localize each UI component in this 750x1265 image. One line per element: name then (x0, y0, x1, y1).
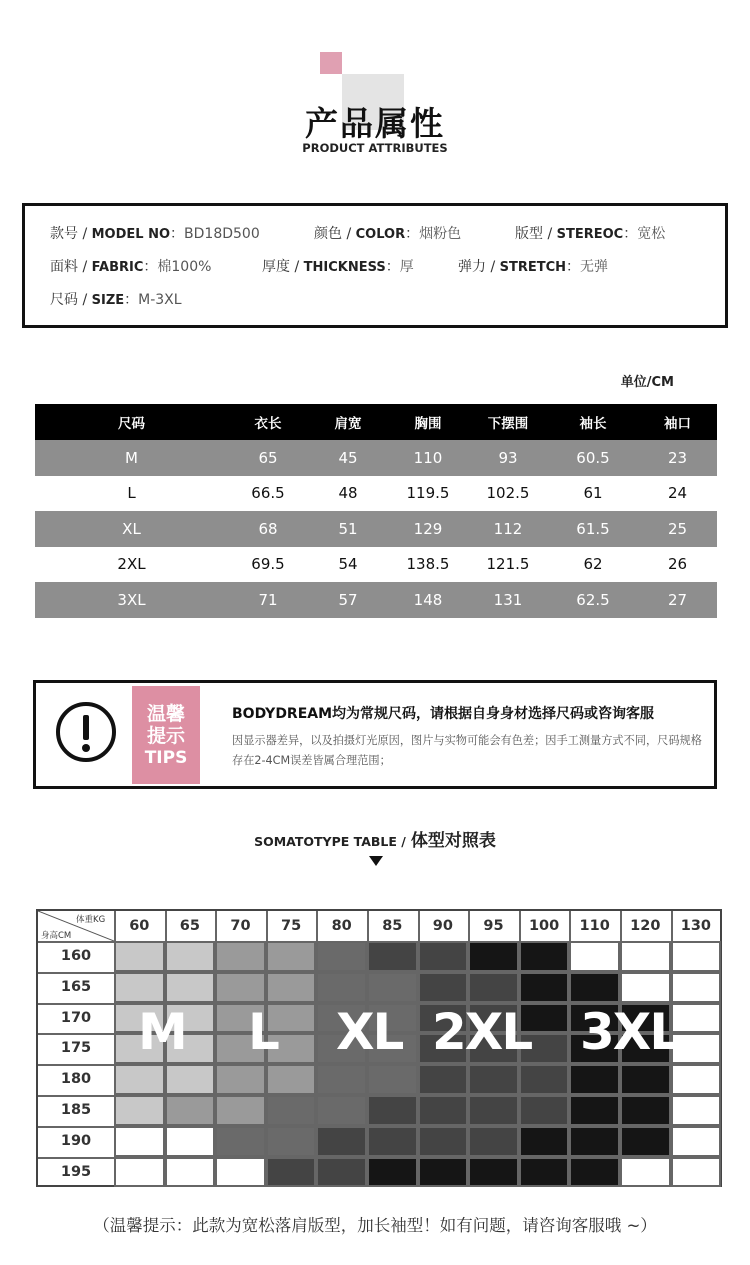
grid-cell (165, 972, 216, 1003)
grid-cell (519, 1157, 570, 1188)
table-cell: 110 (388, 440, 468, 476)
table-cell: 93 (468, 440, 548, 476)
grid-cell (367, 1157, 418, 1188)
table-cell: 27 (638, 582, 717, 618)
tips-box (33, 680, 717, 789)
grid-cell (316, 972, 367, 1003)
table-cell: 148 (388, 582, 468, 618)
grid-cell (671, 1126, 722, 1157)
table-cell: 24 (638, 476, 717, 512)
size-table (35, 404, 717, 618)
corner-weight-label: 体重KG (76, 915, 106, 925)
grid-cell (671, 941, 722, 972)
tips-main-text: BODYDREAM均为常规尺码，请根据自身身材选择尺码或咨询客服 (232, 706, 655, 722)
grid-cell (114, 972, 165, 1003)
weight-header: 70 (230, 918, 251, 934)
grid-cell (519, 972, 570, 1003)
grid-line (38, 1003, 114, 1005)
grid-cell (519, 1064, 570, 1095)
table-cell: 119.5 (388, 476, 468, 512)
header-cell: 肩宽 (308, 404, 388, 440)
grid-cell (468, 1095, 519, 1126)
weight-header: 75 (281, 918, 302, 934)
grid-cell (215, 1064, 266, 1095)
grid-cell (165, 941, 216, 972)
table-cell: 138.5 (388, 547, 468, 583)
table-cell: 60.5 (548, 440, 638, 476)
height-header: 165 (60, 978, 92, 995)
grid-line (569, 911, 571, 941)
weight-header: 130 (680, 918, 712, 934)
table-cell: 102.5 (468, 476, 548, 512)
grid-line (38, 1157, 114, 1159)
zone-label: XL (336, 1003, 403, 1061)
table-cell: 121.5 (468, 547, 548, 583)
grid-cell (215, 1126, 266, 1157)
grid-cell (418, 1064, 469, 1095)
height-header: 190 (60, 1132, 92, 1149)
attr-thickness: 厚度 / THICKNESS：厚 (262, 259, 414, 275)
header-cell: 下摆围 (468, 404, 548, 440)
weight-header: 80 (331, 918, 352, 934)
grid-cell (569, 1157, 620, 1188)
grid-cell (671, 1095, 722, 1126)
table-row (35, 440, 717, 476)
height-header: 160 (60, 948, 92, 964)
grid-cell (468, 941, 519, 972)
table-cell: 57 (308, 582, 388, 618)
grid-cell (671, 1064, 722, 1095)
grid-cell (468, 1126, 519, 1157)
table-cell: 65 (228, 440, 308, 476)
grid-cell (266, 941, 317, 972)
grid-cell (569, 1095, 620, 1126)
corner-height-label: 身高CM (41, 931, 72, 941)
table-cell: M (35, 440, 228, 476)
attributes-box (22, 203, 728, 328)
exclamation-icon (56, 702, 116, 762)
header-cell: 衣长 (228, 404, 308, 440)
grid-cell (266, 972, 317, 1003)
down-arrow-icon (369, 856, 383, 866)
grid-line (38, 1033, 114, 1035)
grid-cell (367, 972, 418, 1003)
grid-cell (114, 941, 165, 972)
grid-cell (418, 972, 469, 1003)
table-row (35, 511, 717, 547)
grid-cell (367, 1126, 418, 1157)
grid-cell (165, 1157, 216, 1188)
grid-cell (165, 1095, 216, 1126)
grid-cell (620, 1095, 671, 1126)
grid-cell (266, 1126, 317, 1157)
tips-label (132, 686, 200, 784)
table-cell: 54 (308, 547, 388, 583)
zone-label: L (248, 1003, 278, 1061)
grid-cell (367, 1095, 418, 1126)
unit-label: 单位/CM (620, 375, 674, 390)
grid-cell (316, 1064, 367, 1095)
grid-cell (519, 941, 570, 972)
grid-line (38, 941, 114, 943)
tips-label-line: TIPS (144, 748, 188, 768)
grid-cell (620, 1126, 671, 1157)
grid-cell (519, 1095, 570, 1126)
weight-header: 100 (528, 918, 560, 934)
header-cell: 袖口 (638, 404, 717, 440)
grid-cell (418, 941, 469, 972)
grid-cell (316, 1157, 367, 1188)
grid-line (367, 911, 369, 941)
table-row (35, 582, 717, 618)
grid-cell (215, 1095, 266, 1126)
grid-cell (165, 1064, 216, 1095)
grid-line (266, 911, 268, 941)
height-header: 180 (60, 1071, 92, 1088)
grid-cell (215, 1157, 266, 1188)
grid-line (165, 911, 167, 941)
section-subtitle: PRODUCT ATTRIBUTES (302, 141, 448, 155)
grid-cell (671, 972, 722, 1003)
size-table-header (35, 404, 717, 440)
table-cell: 48 (308, 476, 388, 512)
grid-line (671, 911, 673, 941)
header-cell: 尺码 (35, 404, 228, 440)
grid-cell (519, 1126, 570, 1157)
zone-label: 2XL (432, 1003, 532, 1061)
tips-sub-text: 因显示器差异，以及拍摄灯光原因，图片与实物可能会有色差；因手工测量方式不同，尺码规格存在2-4CM误差皆属合理范围； (232, 734, 702, 767)
somatotype-grid (36, 909, 722, 1187)
grid-line (215, 911, 217, 941)
attr-color: 颜色 / COLOR：烟粉色 (314, 226, 462, 242)
weight-header: 95 (483, 918, 504, 934)
grid-cell (114, 1095, 165, 1126)
table-cell: 61 (548, 476, 638, 512)
attr-fabric: 面料 / FABRIC：棉100% (50, 259, 212, 275)
weight-header: 60 (129, 918, 150, 934)
grid-cell (418, 1126, 469, 1157)
table-cell: 25 (638, 511, 717, 547)
grid-cell (316, 941, 367, 972)
height-header: 170 (60, 1009, 92, 1026)
table-row (35, 547, 717, 583)
tips-label-line: 提示 (146, 725, 185, 747)
grid-cell (569, 1064, 620, 1095)
table-row (35, 476, 717, 512)
grid-cell (418, 1157, 469, 1188)
grid-cell (316, 1095, 367, 1126)
table-cell: 62 (548, 547, 638, 583)
table-cell: 61.5 (548, 511, 638, 547)
grid-line (468, 911, 470, 941)
grid-cell (266, 1095, 317, 1126)
grid-cell (418, 1095, 469, 1126)
decor-pink-square (320, 52, 342, 74)
weight-header: 65 (179, 918, 200, 934)
grid-cell (114, 1064, 165, 1095)
grid-cell (266, 1157, 317, 1188)
table-cell: 131 (468, 582, 548, 618)
grid-line (620, 911, 622, 941)
table-cell: 68 (228, 511, 308, 547)
grid-cell (266, 1064, 317, 1095)
grid-cell (215, 941, 266, 972)
grid-cell (114, 1126, 165, 1157)
section-title: 产品属性 (305, 104, 445, 143)
table-cell: 129 (388, 511, 468, 547)
footer-note: （温馨提示：此款为宽松落肩版型，加长袖型！如有问题，请咨询客服哦 ~） (93, 1216, 657, 1235)
grid-cell (114, 1157, 165, 1188)
grid-line (38, 972, 114, 974)
tips-label-line: 温馨 (146, 703, 185, 725)
grid-cell (620, 972, 671, 1003)
weight-header: 90 (432, 918, 453, 934)
weight-header: 120 (630, 918, 661, 934)
grid-line (38, 1095, 114, 1097)
attr-size: 尺码 / SIZE：M-3XL (50, 292, 182, 308)
table-cell: 71 (228, 582, 308, 618)
grid-line (38, 1064, 114, 1066)
weight-header: 85 (382, 918, 403, 934)
attr-model-no: 款号 / MODEL NO：BD18D500 (50, 226, 260, 242)
grid-cell (316, 1126, 367, 1157)
somatotype-title-en: SOMATOTYPE TABLE / (254, 834, 406, 849)
somatotype-title-cn: 体型对照表 (410, 831, 496, 851)
table-cell: 23 (638, 440, 717, 476)
grid-line (519, 911, 521, 941)
grid-cell (468, 1157, 519, 1188)
table-cell: XL (35, 511, 228, 547)
grid-cell (620, 1064, 671, 1095)
somatotype-title (150, 826, 600, 851)
zone-label: M (138, 1003, 186, 1061)
grid-cell (367, 1064, 418, 1095)
table-cell: 51 (308, 511, 388, 547)
height-header: 175 (60, 1040, 92, 1057)
grid-line (316, 911, 318, 941)
grid-cell (620, 1157, 671, 1188)
grid-cell (671, 1157, 722, 1188)
grid-line (38, 1126, 114, 1128)
header-cell: 胸围 (388, 404, 468, 440)
height-header: 195 (60, 1163, 92, 1180)
table-cell: 26 (638, 547, 717, 583)
grid-cell (165, 1126, 216, 1157)
grid-cell (620, 941, 671, 972)
grid-cell (569, 1126, 620, 1157)
table-cell: 45 (308, 440, 388, 476)
grid-cell (468, 1064, 519, 1095)
table-cell: 3XL (35, 582, 228, 618)
grid-cell (468, 972, 519, 1003)
zone-label: 3XL (580, 1003, 680, 1061)
grid-cell (569, 972, 620, 1003)
table-cell: 2XL (35, 547, 228, 583)
height-header: 185 (60, 1102, 92, 1118)
grid-cell (215, 972, 266, 1003)
grid-cell (367, 941, 418, 972)
table-cell: 62.5 (548, 582, 638, 618)
table-cell: 69.5 (228, 547, 308, 583)
weight-header: 110 (579, 918, 610, 934)
grid-cell (569, 941, 620, 972)
grid-line (418, 911, 420, 941)
table-cell: 112 (468, 511, 548, 547)
header-cell: 袖长 (548, 404, 638, 440)
table-cell: L (35, 476, 228, 512)
table-cell: 66.5 (228, 476, 308, 512)
grid-line (114, 911, 116, 941)
attr-stereoc: 版型 / STEREOC：宽松 (515, 226, 666, 242)
attr-stretch: 弹力 / STRETCH：无弹 (458, 259, 609, 275)
